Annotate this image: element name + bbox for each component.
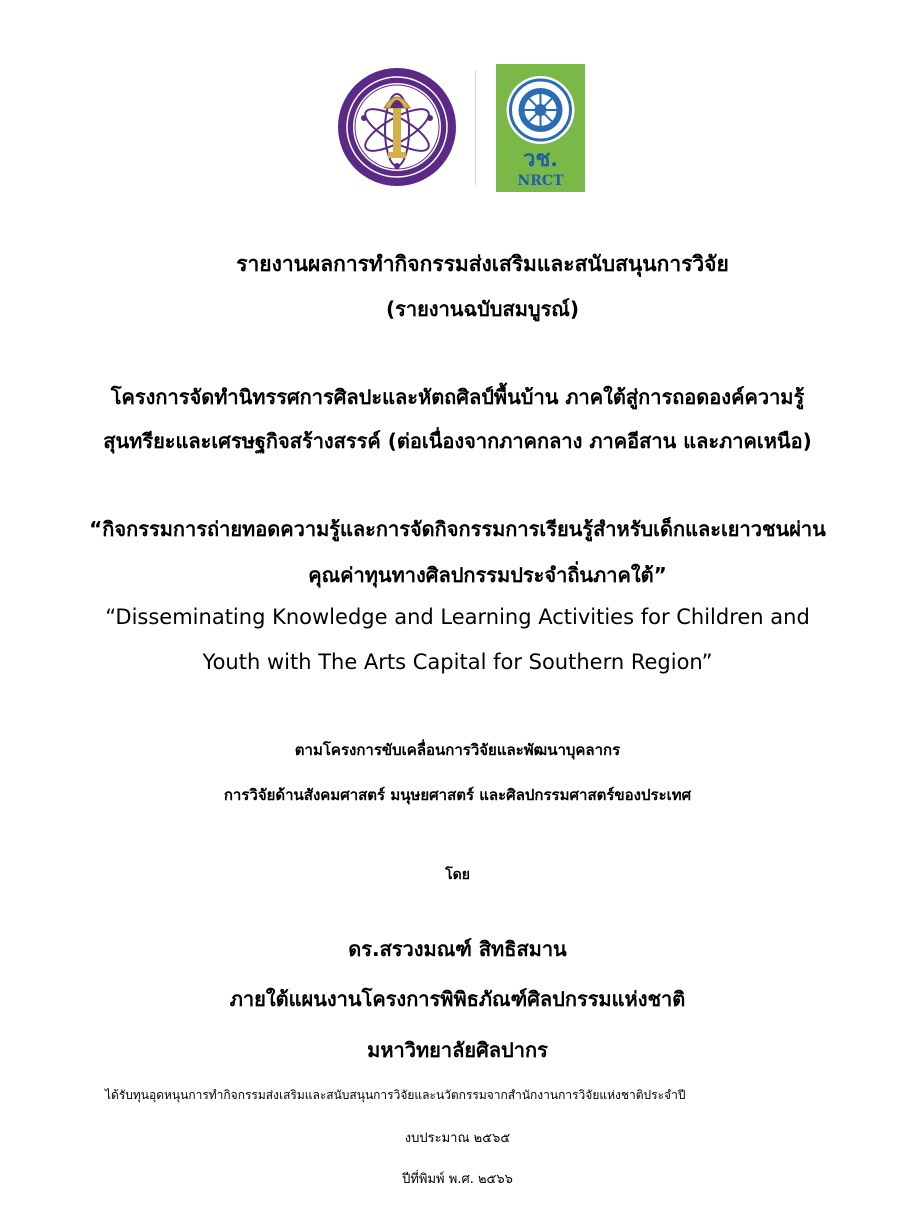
activity-title-th-line2: คุณค่าทุนทางศิลปกรรมประจำถิ่นภาคใต้” bbox=[308, 563, 667, 587]
funding-statement: ได้รับทุนอุดหนุนการทำกิจกรรมส่งเสริมและสนับสนุนการวิจัยและนวัตกรรมจากสำนักงานการวิจัยแห่งชาติประจำปี bbox=[105, 1088, 686, 1102]
nrct-abbr-th: วช. bbox=[523, 146, 558, 172]
nrct-abbr-en: NRCT bbox=[517, 173, 564, 189]
university-seal-icon bbox=[338, 68, 456, 186]
nrct-logo-icon bbox=[496, 64, 585, 192]
author-university: มหาวิทยาลัยศิลปากร bbox=[367, 1038, 548, 1062]
program-line2: การวิจัยด้านสังคมศาสตร์ มนุษยศาสตร์ และศิลปกรรมศาสตร์ของประเทศ bbox=[223, 786, 692, 804]
report-title: รายงานผลการทำกิจกรรมส่งเสริมและสนับสนุนการวิจัย bbox=[236, 252, 729, 276]
print-year: ปีที่พิมพ์ พ.ศ. ๒๕๖๖ bbox=[402, 1172, 513, 1187]
project-title-line2: สุนทรียะและเศรษฐกิจสร้างสรรค์ (ต่อเนื่องจากภาคกลาง ภาคอีสาน และภาคเหนือ) bbox=[103, 429, 812, 453]
report-subtitle: (รายงานฉบับสมบูรณ์) bbox=[385, 297, 580, 321]
activity-title-th-line1: “กิจกรรมการถ่ายทอดความรู้และการจัดกิจกรรมการเรียนรู้สำหรับเด็กและเยาวชนผ่าน bbox=[89, 517, 826, 541]
program-line1: ตามโครงการขับเคลื่อนการวิจัยและพัฒนาบุคลากร bbox=[294, 741, 621, 759]
activity-title-en-line2: Youth with The Arts Capital for Southern Region” bbox=[202, 650, 713, 674]
author-name: ดร.สรวงมณฑ์ สิทธิสมาน bbox=[348, 937, 567, 961]
project-title-line1: โครงการจัดทำนิทรรศการศิลปะและหัตถศิลป์พื้นบ้าน ภาคใต้สู่การถอดองค์ความรู้ bbox=[110, 385, 805, 409]
budget-year: งบประมาณ ๒๕๖๕ bbox=[404, 1131, 511, 1146]
by-label: โดย bbox=[445, 867, 470, 883]
logo-divider bbox=[475, 70, 476, 185]
author-plan: ภายใต้แผนงานโครงการพิพิธภัณฑ์ศิลปกรรมแห่งชาติ bbox=[229, 987, 686, 1011]
logo-bar bbox=[0, 62, 915, 197]
activity-title-en-line1: “Disseminating Knowledge and Learning Activities for Children and bbox=[105, 605, 810, 629]
